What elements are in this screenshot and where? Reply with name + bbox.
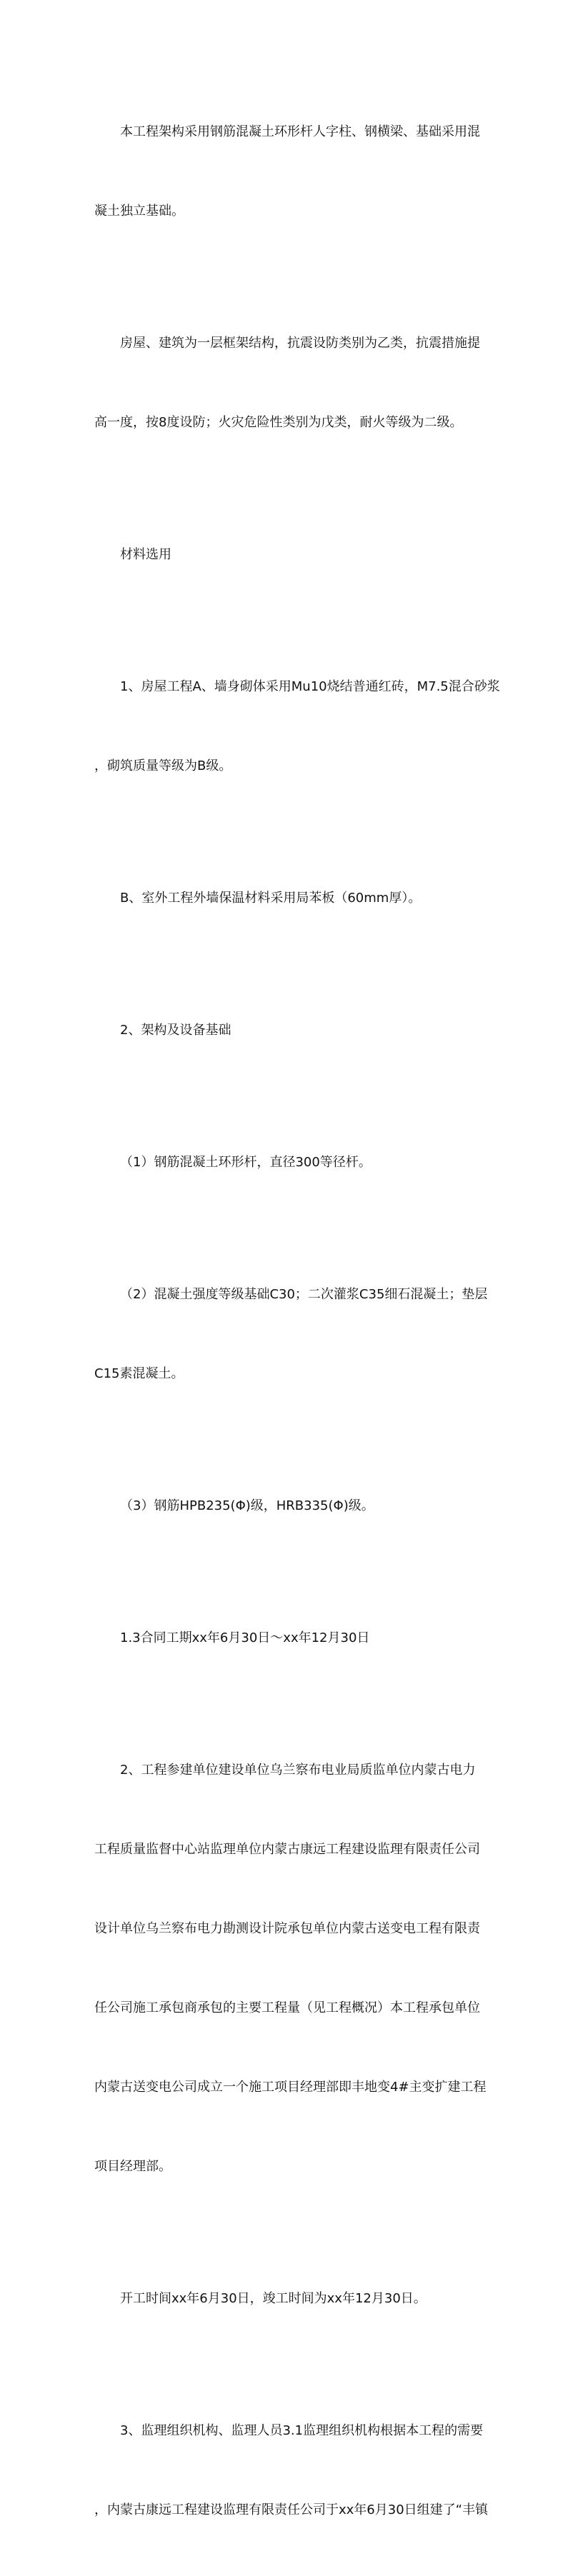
paragraph-contract-period — [94, 1572, 492, 1704]
text-line: 内蒙古送变电公司成立一个施工项目经理部即丰地变4#主变扩建工程 — [94, 2080, 487, 2095]
text-line: 开工时间xx年6月30日，竣工时间为xx年12月30日。 — [120, 2291, 427, 2306]
paragraph-masonry — [94, 621, 500, 832]
paragraph-item-2 — [94, 1228, 492, 1440]
text-line: 任公司施工承包商承包的主要工程量（见工程概况）本工程承包单位 — [94, 2000, 480, 2015]
text-line: （1）钢筋混凝土环形杆，直径300等径杆。 — [120, 1155, 372, 1170]
paragraph-insulation — [94, 832, 492, 964]
text-line: 材料选用 — [120, 547, 171, 562]
text-line: 凝土独立基础。 — [94, 204, 184, 219]
text-line: 2、工程参建单位建设单位乌兰察布电业局质监单位内蒙古电力 — [120, 1763, 476, 1778]
text-line: 2、架构及设备基础 — [120, 1023, 231, 1038]
text-line: 房屋、建筑为一层框架结构，抗震设防类别为乙类，抗震措施提 — [120, 336, 480, 351]
paragraph-foundation-heading — [94, 964, 492, 1096]
paragraph-structure — [94, 66, 492, 277]
text-line: ，砌筑质量等级为B级。 — [94, 758, 232, 773]
text-line: B、室外工程外墙保温材料采用局苯板（60mm厚）。 — [120, 891, 422, 906]
text-line: 设计单位乌兰察布电力勘测设计院承包单位内蒙古送变电工程有限责 — [94, 1921, 480, 1936]
text-line: ，内蒙古康远工程建设监理有限责任公司于xx年6月30日组建了“丰镇 — [94, 2502, 488, 2517]
paragraph-supervision — [94, 2365, 492, 2576]
paragraph-building-structure — [94, 277, 492, 488]
text-line: 3、监理组织机构、监理人员3.1监理组织机构根据本工程的需要 — [120, 2423, 484, 2438]
text-line: 1.3合同工期xx年6月30日～xx年12月30日 — [120, 1630, 370, 1645]
paragraph-materials-heading — [94, 488, 492, 621]
text-line: 项目经理部。 — [94, 2159, 171, 2174]
text-line: 高一度，按8度设防；火灾危险性类别为戊类，耐火等级为二级。 — [94, 415, 463, 430]
text-line: （3）钢筋HPB235(Φ)级，HRB335(Φ)级。 — [120, 1498, 374, 1513]
paragraph-item-3 — [94, 1440, 492, 1572]
text-line: 1、房屋工程A、墙身砌体采用Mu10烧结普通红砖，M7.5混合砂浆 — [120, 679, 500, 694]
text-line: （2）混凝土强度等级基础C30；二次灌浆C35细石混凝土；垫层 — [120, 1287, 488, 1302]
document-body — [94, 66, 500, 2576]
text-line: 工程质量监督中心站监理单位内蒙古康远工程建设监理有限责任公司 — [94, 1842, 480, 1857]
paragraph-dates — [94, 2232, 492, 2365]
text-line: 本工程架构采用钢筋混凝土环形杆人字柱、钢横梁、基础采用混 — [120, 124, 480, 139]
paragraph-item-1 — [94, 1096, 492, 1228]
paragraph-participants — [94, 1704, 492, 2232]
text-line: C15素混凝土。 — [94, 1366, 184, 1381]
